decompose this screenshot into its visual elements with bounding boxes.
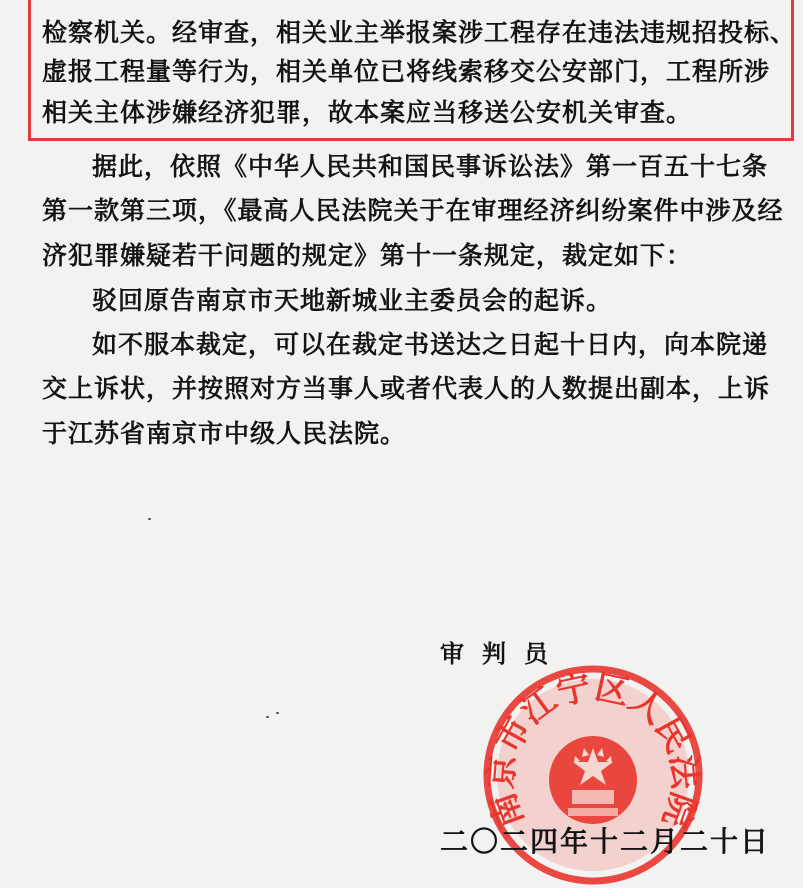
judge-label: 审判员 [440,639,566,668]
body-line-2: 第一款第三项，《最高人民法院关于在审理经济纠纷案件中涉及经 [42,196,784,225]
highlight-line-3: 相关主体涉嫌经济犯罪，故本案应当移送公安机关审查。 [42,98,693,127]
body-line-5: 如不服本裁定，可以在裁定书送达之日起十日内，向本院递 [92,330,769,359]
paper-speck [266,716,269,718]
body-line-1: 据此，依照《中华人民共和国民事诉讼法》第一百五十七条 [92,152,769,181]
ruling-line: 驳回原告南京市天地新城业主委员会的起诉。 [92,286,613,315]
highlight-line-2: 虚报工程量等行为，相关单位已将线索移交公安部门，工程所涉 [42,57,771,86]
highlight-line-1: 检察机关。经审查，相关业主举报案涉工程存在违法违规招投标、 [42,18,797,47]
body-line-3: 济犯罪嫌疑若干问题的规定》第十一条规定，裁定如下： [42,241,693,270]
paper-speck [276,712,279,714]
seal-text: 南京市江宁区人民法院 [480,667,706,833]
paper-speck [148,518,151,520]
body-line-6: 交上诉状，并按照对方当事人或者代表人的人数提出副本，上诉 [42,374,771,403]
national-emblem-icon [549,736,637,824]
ruling-date: 二〇二四年十二月二十日 [440,825,771,858]
body-line-7: 于江苏省南京市中级人民法院。 [42,419,407,448]
